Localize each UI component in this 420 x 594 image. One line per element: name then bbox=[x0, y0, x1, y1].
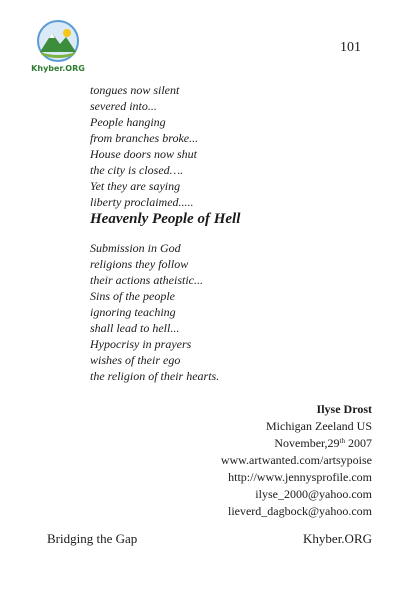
poem-line: the city is closed…. bbox=[90, 163, 184, 177]
footer-site-name: Khyber.ORG bbox=[303, 531, 372, 546]
author-signature bbox=[221, 401, 372, 520]
poem-fragment bbox=[90, 82, 198, 210]
poem-line: People hanging bbox=[90, 115, 166, 129]
poem-line: their actions atheistic... bbox=[90, 273, 203, 287]
poem-line: ignoring teaching bbox=[90, 305, 176, 319]
poem-title: Heavenly People of Hell bbox=[90, 211, 241, 227]
poem-line: tongues now silent bbox=[90, 83, 180, 97]
poem-line: shall lead to hell... bbox=[90, 321, 180, 335]
page-number: 101 bbox=[340, 40, 361, 55]
author-date bbox=[221, 435, 372, 452]
author-location: Michigan Zeeland US bbox=[266, 419, 372, 433]
poem-line: wishes of their ego bbox=[90, 353, 181, 367]
date-year: 2007 bbox=[345, 436, 372, 450]
poem-line: from branches broke... bbox=[90, 131, 199, 145]
poem-line: severed into... bbox=[90, 99, 157, 113]
poem-line: Sins of the people bbox=[90, 289, 175, 303]
author-email-secondary[interactable]: lieverd_dagbock@yahoo.com bbox=[227, 504, 372, 518]
khyber-logo bbox=[30, 20, 86, 78]
poem-line: Yet they are saying bbox=[90, 179, 181, 193]
poem-line: liberty proclaimed..... bbox=[90, 195, 194, 209]
mountain-logo-icon bbox=[30, 20, 86, 64]
author-name: Ilyse Drost bbox=[316, 402, 372, 416]
poem-body bbox=[90, 240, 219, 384]
date-suffix: th bbox=[339, 437, 345, 445]
poem-line: the religion of their hearts. bbox=[90, 369, 220, 383]
footer-book-title: Bridging the Gap bbox=[47, 531, 138, 546]
poem-line: House doors now shut bbox=[90, 147, 198, 161]
author-profile-link[interactable]: http://www.jennysprofile.com bbox=[228, 470, 372, 484]
logo-text: Khyber.ORG bbox=[31, 64, 85, 73]
poem-line: Submission in God bbox=[90, 241, 181, 255]
author-email-primary[interactable]: ilyse_2000@yahoo.com bbox=[255, 487, 372, 501]
poem-line: religions they follow bbox=[90, 257, 189, 271]
author-website-link[interactable]: www.artwanted.com/artsypoise bbox=[220, 453, 372, 467]
poem-line: Hypocrisy in prayers bbox=[90, 337, 192, 351]
date-month: November,29 bbox=[274, 436, 340, 450]
